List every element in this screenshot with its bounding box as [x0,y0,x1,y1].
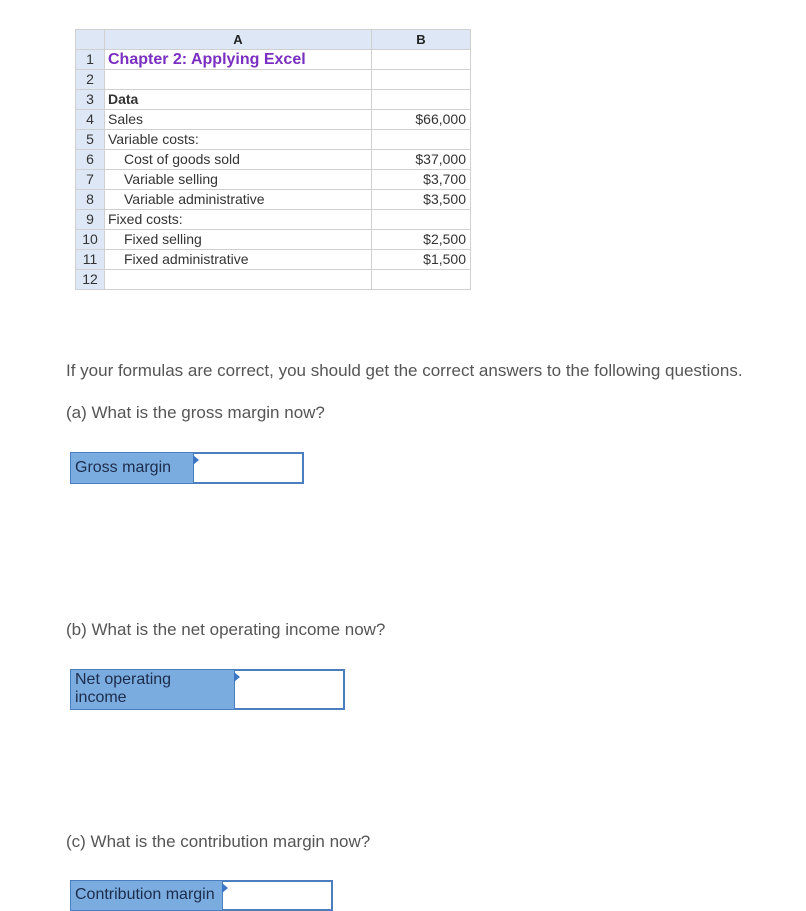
cell-b6: $37,000 [372,150,471,170]
gross-margin-input[interactable] [193,453,303,483]
question-b-text: (b) What is the net operating income now? [66,620,386,639]
cell-a9: Fixed costs: [105,210,372,230]
cell-b9 [372,210,471,230]
row-number: 4 [76,110,105,130]
column-header-row [76,30,471,50]
contribution-margin-input[interactable] [222,881,332,910]
row-number: 2 [76,70,105,90]
cell-a3: Data [105,90,372,110]
gross-margin-field [70,452,304,484]
cell-a7 [105,170,372,190]
table-row [76,230,471,250]
cell-a10 [105,230,372,250]
cell-a10-text: Fixed selling [124,231,202,247]
table-row [76,210,471,230]
table-row [76,270,471,290]
cell-b7: $3,700 [372,170,471,190]
table-row [76,250,471,270]
gross-margin-label: Gross margin [71,453,193,483]
row-number: 6 [76,150,105,170]
table-row [76,50,471,70]
net-operating-income-label-line1: Net operating [75,671,172,688]
cell-a12 [105,270,372,290]
cell-b4: $66,000 [372,110,471,130]
cell-b11: $1,500 [372,250,471,270]
table-row [76,150,471,170]
net-operating-income-label-line2: income [75,689,127,706]
cell-a11-text: Fixed administrative [124,251,249,267]
net-operating-income-label [71,670,234,709]
sheet-title: Chapter 2: Applying Excel [108,51,306,68]
row-number: 12 [76,270,105,290]
contribution-margin-field [70,880,333,911]
row-number: 1 [76,50,105,70]
instructions-text: If your formulas are correct, you should get the correct answers to the following questions. [66,361,743,380]
cell-b5 [372,130,471,150]
spreadsheet [75,29,471,290]
cell-a11 [105,250,372,270]
table-row [76,170,471,190]
column-header-a: A [105,30,372,50]
row-number: 5 [76,130,105,150]
table-row [76,90,471,110]
cell-b10: $2,500 [372,230,471,250]
cell-a7-text: Variable selling [124,171,218,187]
cell-a6-text: Cost of goods sold [124,151,240,167]
corner-cell [76,30,105,50]
row-number: 9 [76,210,105,230]
cell-b2 [372,70,471,90]
contribution-margin-label: Contribution margin [71,881,222,910]
cell-a4: Sales [105,110,372,130]
net-operating-income-field [70,669,345,710]
column-header-b: B [372,30,471,50]
cell-a5: Variable costs: [105,130,372,150]
table-row [76,110,471,130]
table-row [76,70,471,90]
table-row [76,130,471,150]
question-c-text: (c) What is the contribution margin now? [66,832,371,851]
row-number: 8 [76,190,105,210]
cell-a2 [105,70,372,90]
cell-a8-text: Variable administrative [124,191,265,207]
table-row [76,190,471,210]
question-a-text: (a) What is the gross margin now? [66,403,325,422]
cell-b12 [372,270,471,290]
cell-a6 [105,150,372,170]
cell-b3 [372,90,471,110]
net-operating-income-input[interactable] [234,670,344,709]
row-number: 11 [76,250,105,270]
row-number: 10 [76,230,105,250]
row-number: 7 [76,170,105,190]
cell-a1 [105,50,372,70]
cell-b8: $3,500 [372,190,471,210]
cell-a8 [105,190,372,210]
cell-b1 [372,50,471,70]
row-number: 3 [76,90,105,110]
